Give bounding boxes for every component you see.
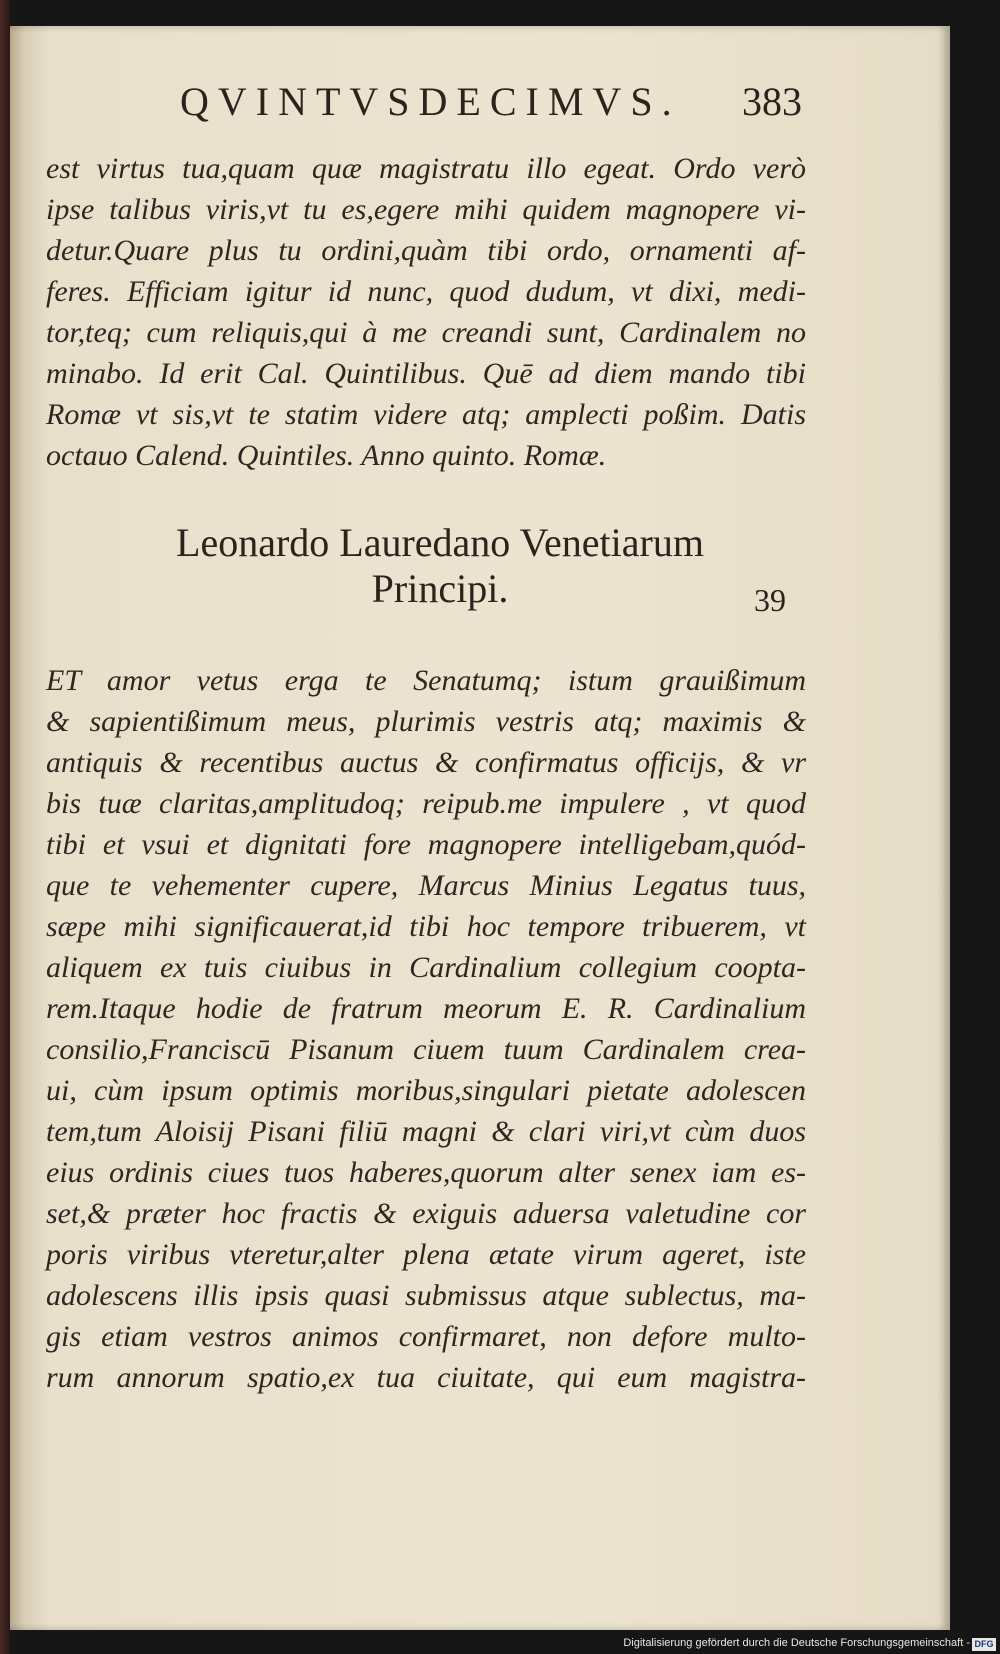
text-line: tor,teq; cum reliquis,qui à me creandi sunt, Cardinalem no [46, 316, 806, 349]
preceding-letter-text [46, 148, 806, 476]
text-line: minabo. Id erit Cal. Quintilibus. Quē ad diem mando tibi [46, 357, 806, 390]
text-line: tem,tum Aloisij Pisani filiū magni & clari viri,vt cùm duos [46, 1115, 806, 1148]
text-line: est virtus tua,quam quæ magistratu illo egeat. Ordo verò [46, 152, 806, 185]
text-line: sæpe mihi significauerat,id tibi hoc tempore tribuerem, vt [46, 910, 806, 943]
text-line: bis tuæ claritas,amplitudoq; reipub.me impulere , vt quod [46, 787, 806, 820]
text-line: que te vehementer cupere, Marcus Minius Legatus tuus, [46, 869, 806, 902]
funding-credit: Digitalisierung gefördert durch die Deutsche Forschungsgemeinschaft - [623, 1637, 970, 1649]
text-line: set,& præter hoc fractis & exiguis aduersa valetudine cor [46, 1197, 806, 1230]
text-line: consilio,Franciscū Pisanum ciuem tuum Cardinalem crea- [46, 1033, 806, 1066]
digitization-footer [0, 1636, 1000, 1654]
letter-body [46, 660, 806, 1398]
text-line: octauo Calend. Quintiles. Anno quinto. Romæ. [46, 439, 607, 472]
dfg-logo: DFG [972, 1638, 996, 1651]
text-line: antiquis & recentibus auctus & confirmatus officijs, & vr [46, 746, 806, 779]
text-line: ipse talibus viris,vt tu es,egere mihi quidem magnopere vi- [46, 193, 806, 226]
text-line: poris viribus vteretur,alter plena ætate virum ageret, iste [46, 1238, 806, 1271]
text-line: gis etiam vestros animos confirmaret, non defore multo- [46, 1320, 806, 1353]
text-line: & sapientißimum meus, plurimis vestris atq; maximis & [46, 705, 806, 738]
text-line: tibi et vsui et dignitati fore magnopere intelligebam,quód- [46, 828, 806, 861]
book-page [10, 26, 950, 1630]
running-head: QVINTVSDECIMVS. [180, 79, 681, 124]
text-line: rem.Itaque hodie de fratrum meorum E. R. Cardinalium [46, 992, 806, 1025]
text-line: eius ordinis ciues tuos haberes,quorum alter senex iam es- [46, 1156, 806, 1189]
text-line: detur.Quare plus tu ordini,quàm tibi ordo, ornamenti af- [46, 234, 806, 267]
text-line: ui, cùm ipsum optimis moribus,singulari pietate adolescen [46, 1074, 806, 1107]
page-number: 383 [742, 79, 802, 124]
page-header [10, 78, 950, 138]
book-spine-edge [0, 0, 10, 1654]
text-line: Romæ vt sis,vt te statim videre atq; amplecti poßim. Datis [46, 398, 806, 431]
heading-line-1: Leonardo Lauredano Venetiarum [176, 520, 704, 565]
letter-number: 39 [754, 582, 786, 618]
text-line: adolescens illis ipsis quasi submissus atque sublectus, ma- [46, 1279, 806, 1312]
letter-heading [100, 520, 780, 612]
text-line: rum annorum spatio,ex tua ciuitate, qui eum magistra- [46, 1361, 806, 1394]
text-line: feres. Efficiam igitur id nunc, quod dudum, vt dixi, medi- [46, 275, 806, 308]
heading-line-2: Principi. [371, 566, 509, 611]
text-line: ET amor vetus erga te Senatumq; istum grauißimum [46, 664, 806, 697]
text-line: aliquem ex tuis ciuibus in Cardinalium collegium coopta- [46, 951, 806, 984]
